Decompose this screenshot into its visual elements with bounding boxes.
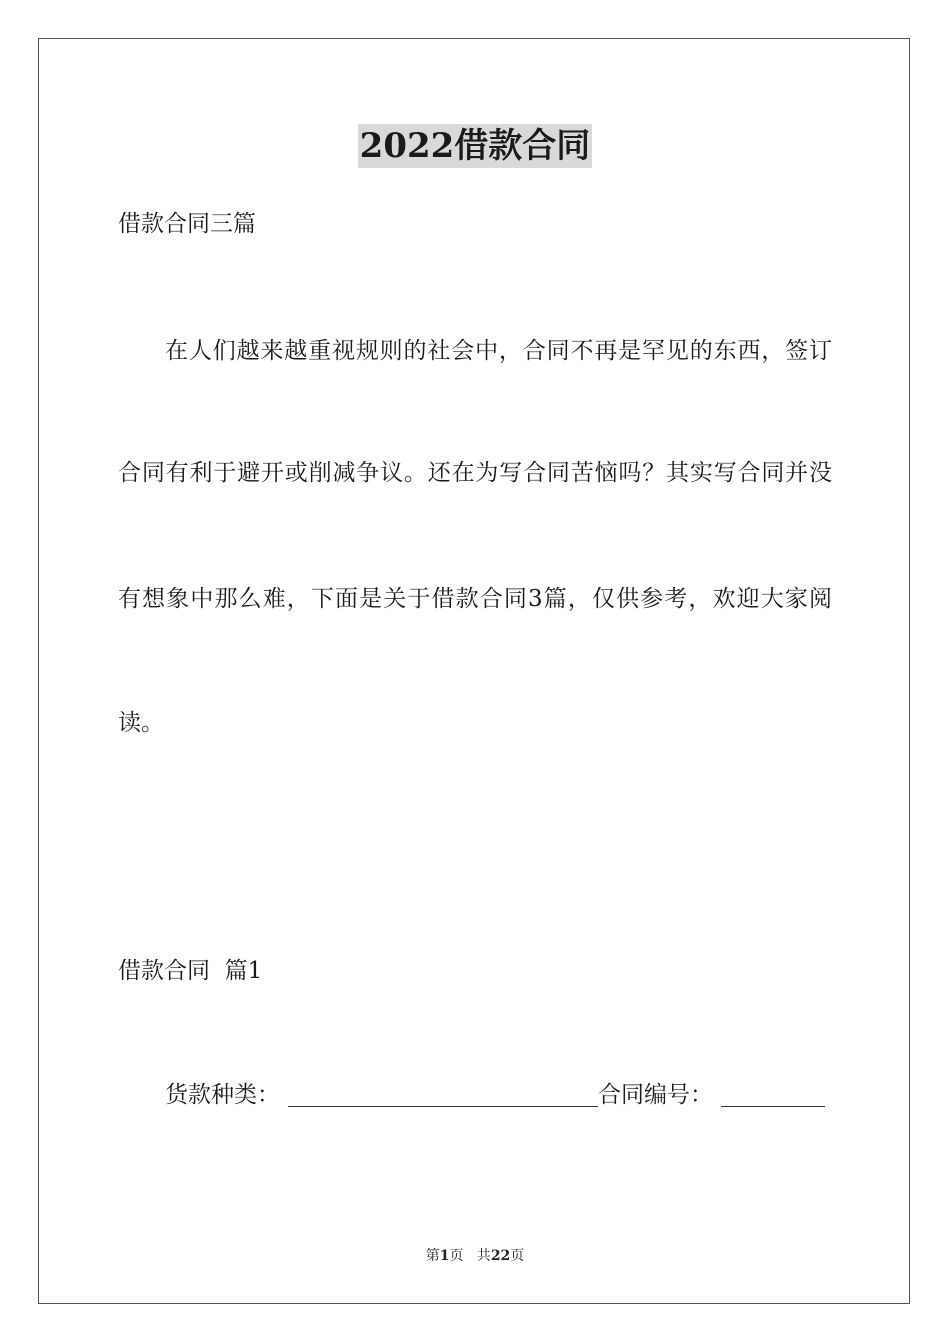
- contract-no-label: 合同编号：: [598, 1082, 713, 1108]
- footer-prefix: 第: [425, 1248, 440, 1264]
- section-heading: 借款合同 篇1: [118, 958, 263, 984]
- loan-type-label: 货款种类：: [165, 1082, 280, 1108]
- page-footer: [0, 1246, 950, 1266]
- contract-no-field[interactable]: [721, 1084, 825, 1107]
- title-container: [0, 124, 950, 168]
- form-row: [165, 1080, 825, 1110]
- footer-suffix: 页: [510, 1248, 525, 1264]
- intro-line-4: 读。: [118, 710, 164, 736]
- intro-line-2: 合同有利于避开或削减争议。还在为写合同苦恼吗？其实写合同并没: [118, 460, 832, 486]
- footer-mid: 页 共: [449, 1248, 491, 1264]
- footer-current-page: 1: [439, 1248, 450, 1264]
- subtitle: 借款合同三篇: [118, 211, 256, 237]
- document-title: 2022借款合同: [359, 126, 591, 166]
- intro-line-1: 在人们越来越重视规则的社会中，合同不再是罕见的东西，签订: [165, 338, 832, 364]
- loan-type-field[interactable]: [288, 1084, 598, 1107]
- intro-line-3: 有想象中那么难，下面是关于借款合同3篇，仅供参考，欢迎大家阅: [118, 586, 832, 612]
- footer-total-pages: 22: [490, 1248, 511, 1264]
